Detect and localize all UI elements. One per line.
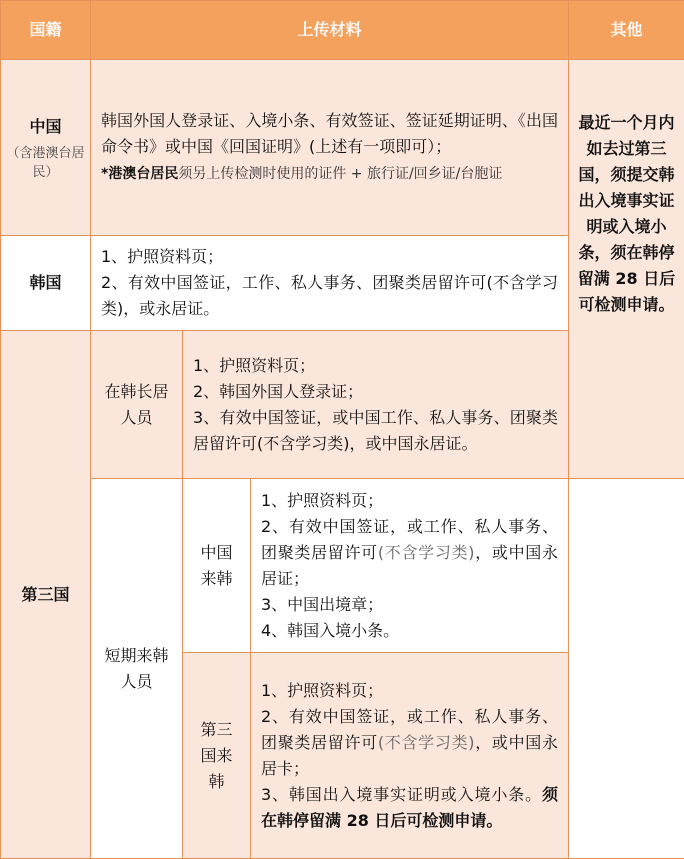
china-note-label: *港澳台居民 bbox=[101, 166, 178, 182]
china-subtitle: （含港澳台居民） bbox=[1, 144, 90, 182]
china-materials-text: 韩国外国人登录证、入境小条、有效签证、签证延期证明、《出国命令书》或中国《回国证明》(上述有一项即可）； bbox=[101, 108, 558, 160]
from-china-label: 中国来韩 bbox=[199, 540, 235, 592]
from-china-line-1: 1、护照资料页； bbox=[261, 488, 558, 514]
resident-materials-cell bbox=[183, 331, 569, 479]
from-china-line-2c: ，或中国永居证； bbox=[261, 543, 558, 588]
korea-line-2: 2、有效中国签证，工作、私人事务、团聚类居留许可(不含学习类)，或永居证。 bbox=[101, 270, 558, 322]
short-term-label-cell bbox=[91, 479, 183, 859]
from-china-label-cell bbox=[183, 479, 251, 653]
from-third-line-2b: (不含学习类) bbox=[378, 733, 475, 752]
from-third-label: 第三国来韩 bbox=[199, 717, 235, 795]
other-empty-cell bbox=[569, 479, 684, 859]
other-text: 最近一个月内如去过第三国，须提交韩出入境事实证明或入境小条，须在韩停留满 28 日后可检测申请。 bbox=[578, 113, 675, 314]
header-other: 其他 bbox=[569, 1, 684, 60]
resident-label: 在韩长居人员 bbox=[105, 379, 169, 431]
table-row-china bbox=[1, 60, 684, 236]
table-row-third-from-china bbox=[1, 479, 684, 653]
from-china-line-3: 3、中国出境章； bbox=[261, 592, 558, 618]
resident-line-1: 1、护照资料页； bbox=[193, 353, 558, 379]
china-nationality-cell bbox=[1, 60, 91, 236]
third-nationality-cell: 第三国 bbox=[1, 331, 91, 859]
from-china-materials-cell bbox=[251, 479, 569, 653]
table-header-row bbox=[1, 1, 684, 60]
from-china-line-2b: (不含学习类) bbox=[378, 543, 475, 562]
china-materials-cell bbox=[91, 60, 569, 236]
header-materials: 上传材料 bbox=[91, 1, 569, 60]
resident-line-3: 3、有效中国签证，或中国工作、私人事务、团聚类居留许可(不含学习类)，或中国永居证。 bbox=[193, 405, 558, 457]
header-nationality: 国籍 bbox=[1, 1, 91, 60]
resident-label-cell bbox=[91, 331, 183, 479]
from-third-line-2a: 2、有效中国签证，或工作、私人事务、团聚类居留许可 bbox=[261, 707, 558, 752]
from-china-line-4: 4、韩国入境小条。 bbox=[261, 618, 558, 644]
korea-materials-cell bbox=[91, 236, 569, 331]
korea-nationality-cell: 韩国 bbox=[1, 236, 91, 331]
short-term-label: 短期来韩人员 bbox=[105, 643, 169, 695]
from-third-line-3b: 须在韩停留满 28 日后可检测申请。 bbox=[261, 785, 558, 830]
china-note-text: 须另上传检测时使用的证件 + 旅行证/回乡证/台胞证 bbox=[178, 166, 502, 182]
from-third-line-3a: 3、韩国出入境事实证明或入境小条。 bbox=[261, 785, 542, 804]
from-third-line-1: 1、护照资料页； bbox=[261, 678, 558, 704]
from-third-materials-cell bbox=[251, 653, 569, 859]
china-name: 中国 bbox=[29, 117, 61, 136]
from-third-line-2c: ，或中国永居卡； bbox=[261, 733, 558, 778]
resident-line-2: 2、韩国外国人登录证； bbox=[193, 379, 558, 405]
korea-line-1: 1、护照资料页； bbox=[101, 244, 558, 270]
other-cell bbox=[569, 60, 684, 479]
from-third-label-cell bbox=[183, 653, 251, 859]
from-china-line-2a: 2、有效中国签证，或工作、私人事务、团聚类居留许可 bbox=[261, 517, 558, 562]
